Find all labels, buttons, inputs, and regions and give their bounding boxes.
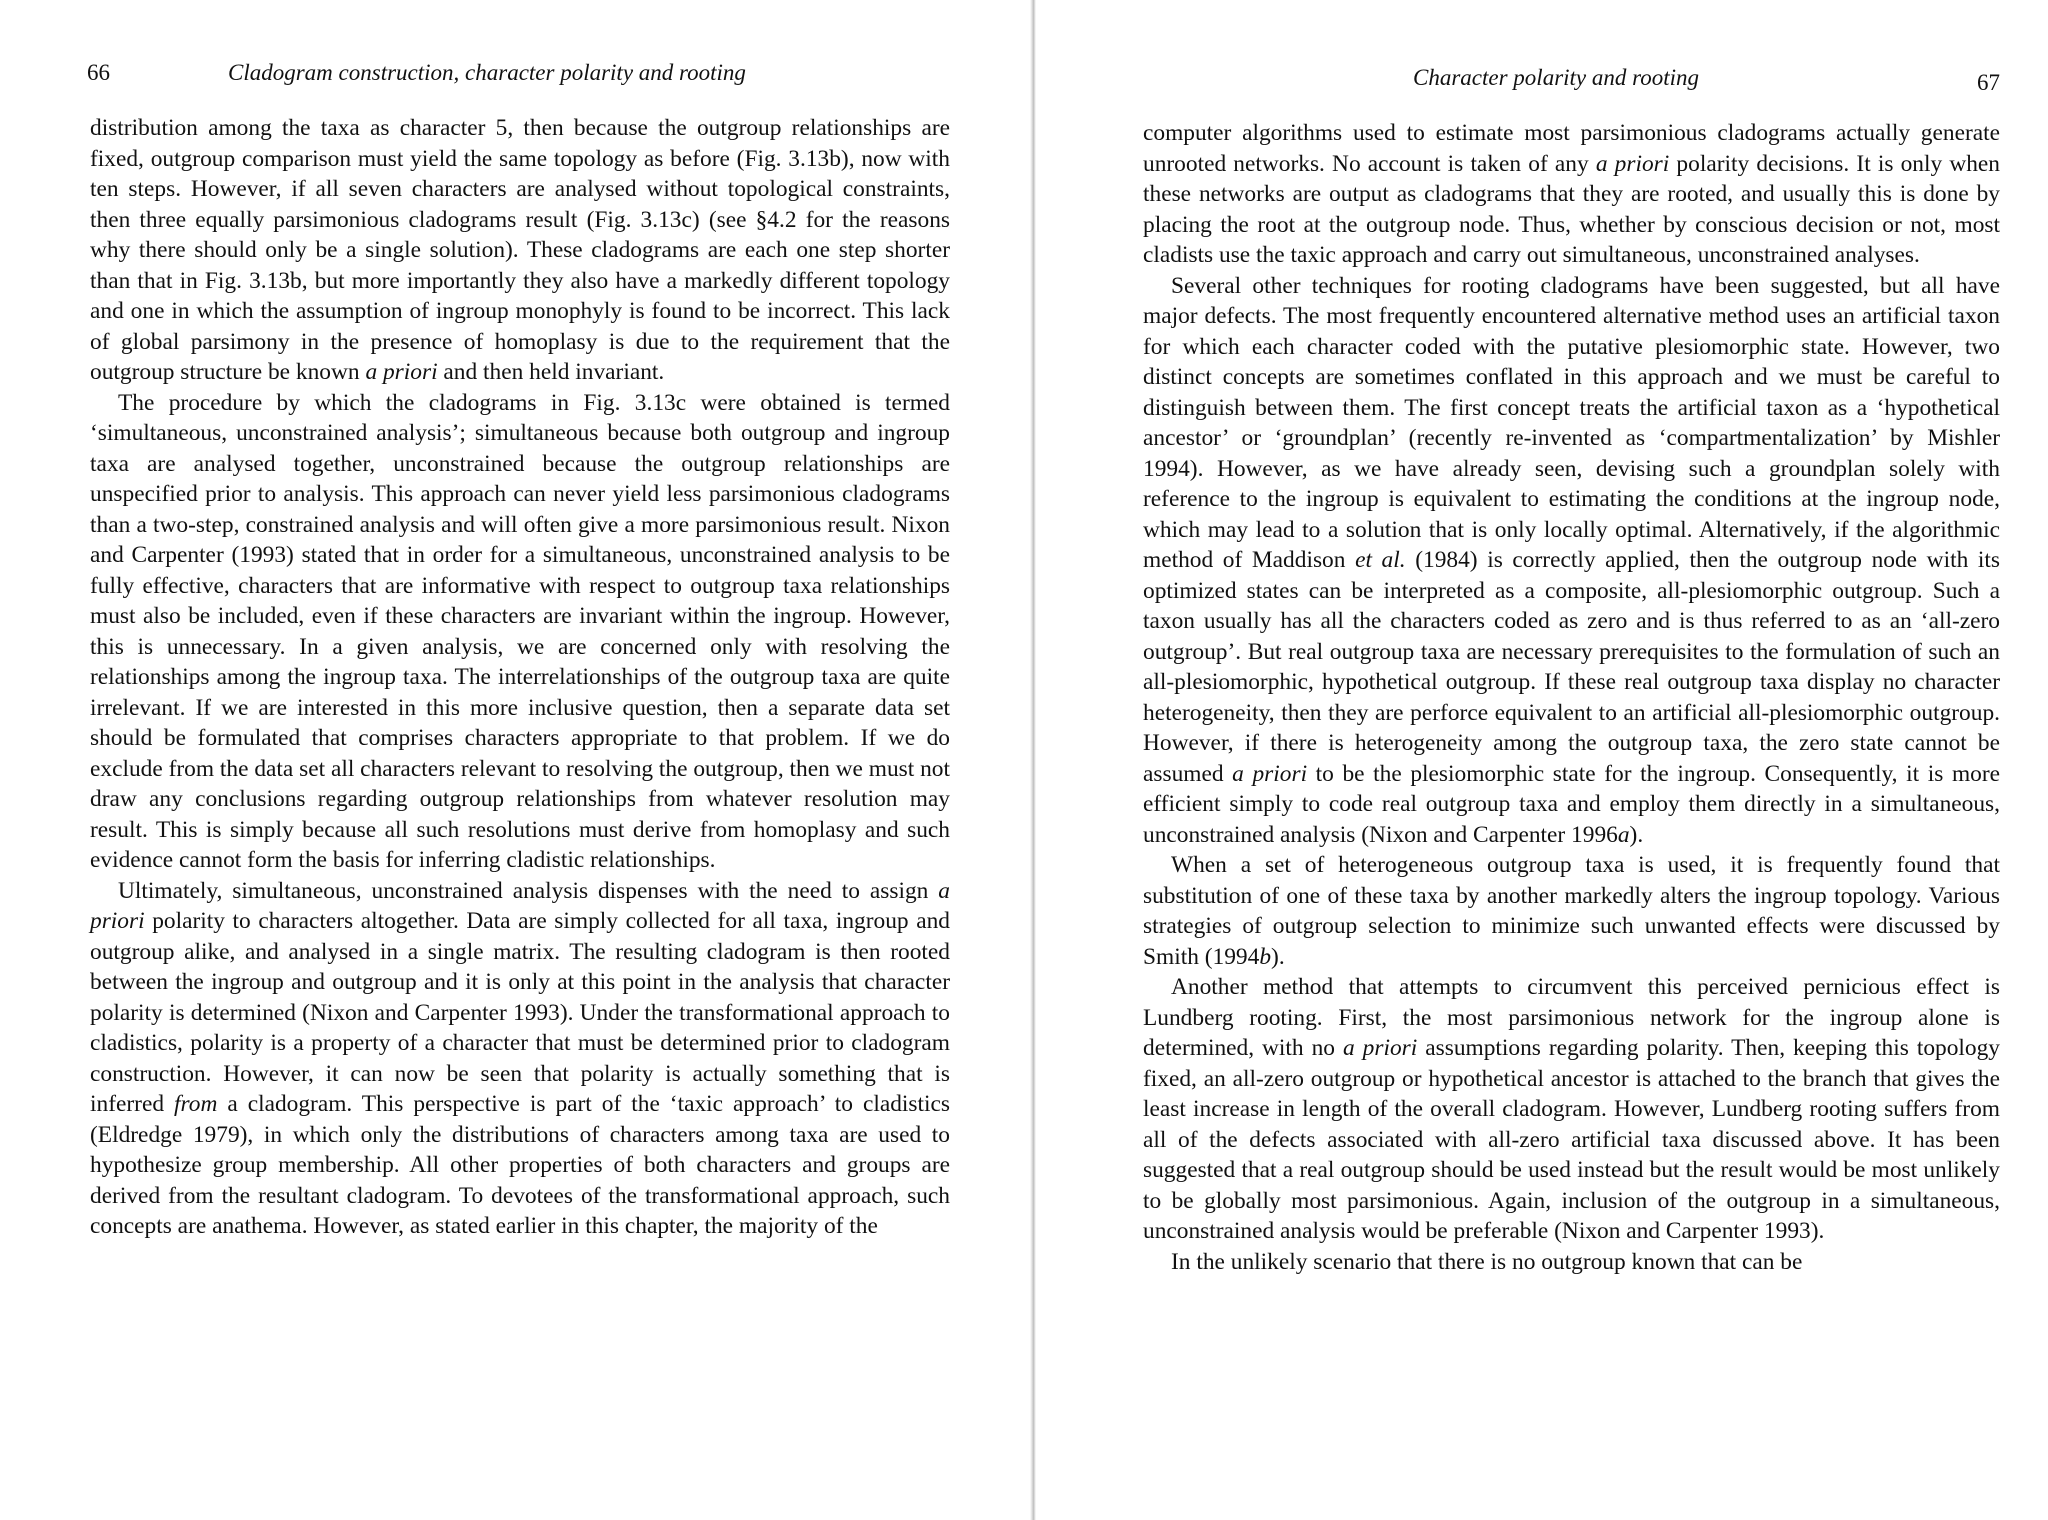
paragraph xyxy=(90,113,950,388)
left-page-body xyxy=(90,113,950,1242)
italic-text: from xyxy=(174,1091,218,1117)
text-run: and then held invariant. xyxy=(437,359,665,385)
right-running-head: Character polarity and rooting xyxy=(1413,65,1700,90)
italic-text: a priori xyxy=(1595,150,1670,177)
italic-text: b xyxy=(1259,943,1272,970)
paragraph xyxy=(1143,972,2000,1247)
text-run: When a set of heterogeneous outgroup taxa is used, it is frequently found that substitution of one of these taxa by another markedly alters the ingroup topology. Various strategies of outgroup selection to minimize such unwanted effects were discussed by Smith (1994 xyxy=(1143,852,2000,970)
left-running-head: Cladogram construction, character polarity and rooting xyxy=(228,60,746,85)
left-page-header xyxy=(87,58,950,88)
italic-text: a priori xyxy=(365,359,438,385)
paragraph xyxy=(1143,1247,2000,1278)
right-page-number: 67 xyxy=(1977,70,2000,95)
paragraph xyxy=(90,876,950,1242)
text-run: Another method that attempts to circumvent this perceived pernicious effect is Lundberg rooting. First, the most parsimonious network for the ingroup alone is determined, with no xyxy=(1143,974,2000,1061)
italic-text: a priori xyxy=(1342,1035,1418,1061)
text-run: assumptions regarding polarity. Then, keeping this topology fixed, an all-zero outgroup or hypothetical ancestor is attached to the branch that gives the least increase in length of the overall cladogram. However, Lundberg rooting suffers from all of the defects associated with all-zero artificial taxa discussed above. It has been suggested that a real outgroup should be used instead but the result would be most unlikely to be globally most parsimonious. Again, inclusion of the outgroup in a simultaneous, unconstrained analysis would be preferable (Nixon and Carpenter 1993). xyxy=(1143,1035,2001,1244)
italic-text: et al. xyxy=(1355,547,1406,573)
text-run: computer algorithms used to estimate most parsimonious cladograms actually generate unrooted networks. No account is taken of any xyxy=(1143,120,2000,177)
text-run: polarity to characters altogether. Data are simply collected for all taxa, ingroup and outgroup alike, and analysed in a single matrix. The resulting cladogram is then rooted between the ingroup and outgroup and it is only at this point in the analysis that character polarity is determined (Nixon and Carpenter 1993). Under the transformational approach to cladistics, polarity is a property of a character that must be determined prior to cladogram construction. However, it can now be seen that polarity is actually something that is inferred xyxy=(90,908,950,1117)
right-page-body xyxy=(1143,118,2000,1277)
paragraph xyxy=(1143,118,2000,271)
right-page-header xyxy=(1143,58,2000,95)
book-gutter xyxy=(1030,0,1036,1520)
text-run: polarity decisions. It is only when these networks are output as cladograms that they are rooted, and usually this is done by placing the root at the outgroup node. Thus, whether by conscious decision or not, most cladists use the taxic approach and carry out simultaneous, unconstrained analyses. xyxy=(1143,150,2001,268)
paragraph xyxy=(1143,850,2000,972)
text-run: Several other techniques for rooting cladograms have been suggested, but all have major defects. The most frequently encountered alternative method uses an artificial taxon for which each character coded with the putative plesiomorphic state. However, two distinct concepts are sometimes conflated in this approach and we must be careful to distinguish between them. The first concept treats the artificial taxon as a ‘hypothetical ancestor’ or ‘groundplan’ (recently re-invented as ‘compartmentalization’ by Mishler 1994). However, as we have already seen, devising such a groundplan solely with reference to the ingroup is equivalent to estimating the conditions at the ingroup node, which may lead to a solution that is only locally optimal. Alternatively, if the algorithmic method of Maddison xyxy=(1143,272,2000,573)
right-page xyxy=(1143,0,2000,1520)
text-run: a cladogram. This perspective is part of the ‘taxic approach’ to cladistics (Eldredge 1979), in which only the distributions of characters among taxa are used to hypothesize group membership. All other properties of both characters and groups are derived from the resultant cladogram. To devotees of the transformational approach, such concepts are anathema. However, as stated earlier in this chapter, the majority of the xyxy=(90,1091,951,1239)
text-run: ). xyxy=(1629,821,1644,848)
left-page-number: 66 xyxy=(87,60,110,85)
left-page xyxy=(87,0,951,1520)
paragraph xyxy=(1143,271,2000,851)
text-run: ). xyxy=(1271,943,1285,970)
italic-text: a priori xyxy=(90,877,950,934)
paragraph xyxy=(90,388,950,876)
text-run: In the unlikely scenario that there is no outgroup known that can be xyxy=(1171,1248,1803,1275)
text-run: (1984) is correctly applied, then the outgroup node with its optimized states can be interpreted as a composite, all-plesiomorphic outgroup. Such a taxon usually has all the characters coded as zero and is thus referred to as an ‘all-zero outgroup’. But real outgroup taxa are necessary prerequisites to the formulation of such an all-plesiomorphic, hypothetical outgroup. If these real outgroup taxa display no character heterogeneity, then they are perforce equivalent to an artificial all-plesiomorphic outgroup. However, if there is heterogeneity among the outgroup taxa, the zero state cannot be assumed xyxy=(1143,547,2000,787)
text-run: Ultimately, simultaneous, unconstrained analysis dispenses with the need to assign xyxy=(118,877,939,904)
italic-text: a priori xyxy=(1232,760,1308,787)
text-run: distribution among the taxa as character 5, then because the outgroup relationships are fixed, outgroup comparison must yield the same topology as before (Fig. 3.13b), now with ten steps. However, if all seven characters are analysed without topological constraints, then three equally parsimonious cladograms result (Fig. 3.13c) (see §4.2 for the reasons why there should only be a single solution). These cladograms are each one step shorter than that in Fig. 3.13b, but more importantly they also have a markedly different topology and one in which the assumption of ingroup monophyly is found to be incorrect. This lack of global parsimony in the presence of homoplasy is due to the requirement that the outgroup structure be known xyxy=(90,115,950,385)
text-run: The procedure by which the cladograms in Fig. 3.13c were obtained is termed ‘simultaneous, unconstrained analysis’; simultaneous because both outgroup and ingroup taxa are analysed together, unconstrained because the outgroup relationships are unspecified prior to analysis. This approach can never yield less parsimonious cladograms than a two-step, constrained analysis and will often give a more parsimonious result. Nixon and Carpenter (1993) stated that in order for a simultaneous, unconstrained analysis to be fully effective, characters that are informative with respect to outgroup taxa relationships must also be included, even if these characters are invariant within the ingroup. However, this is unnecessary. In a given analysis, we are concerned only with resolving the relationships among the ingroup taxa. The interrelationships of the outgroup taxa are quite irrelevant. If we are interested in this more inclusive question, then a separate data set should be formulated that comprises characters appropriate to that problem. If we do exclude from the data set all characters relevant to resolving the outgroup, then we must not draw any conclusions regarding outgroup relationships from whatever resolution may result. This is simply because all such resolutions must derive from homoplasy and such evidence cannot form the basis for inferring cladistic relationships. xyxy=(90,389,950,873)
italic-text: a xyxy=(1617,821,1630,848)
text-run: to be the plesiomorphic state for the ingroup. Consequently, it is more efficient simply to code real outgroup taxa and employ them directly in a simultaneous, unconstrained analysis (Nixon and Carpenter 1996 xyxy=(1143,760,2001,848)
